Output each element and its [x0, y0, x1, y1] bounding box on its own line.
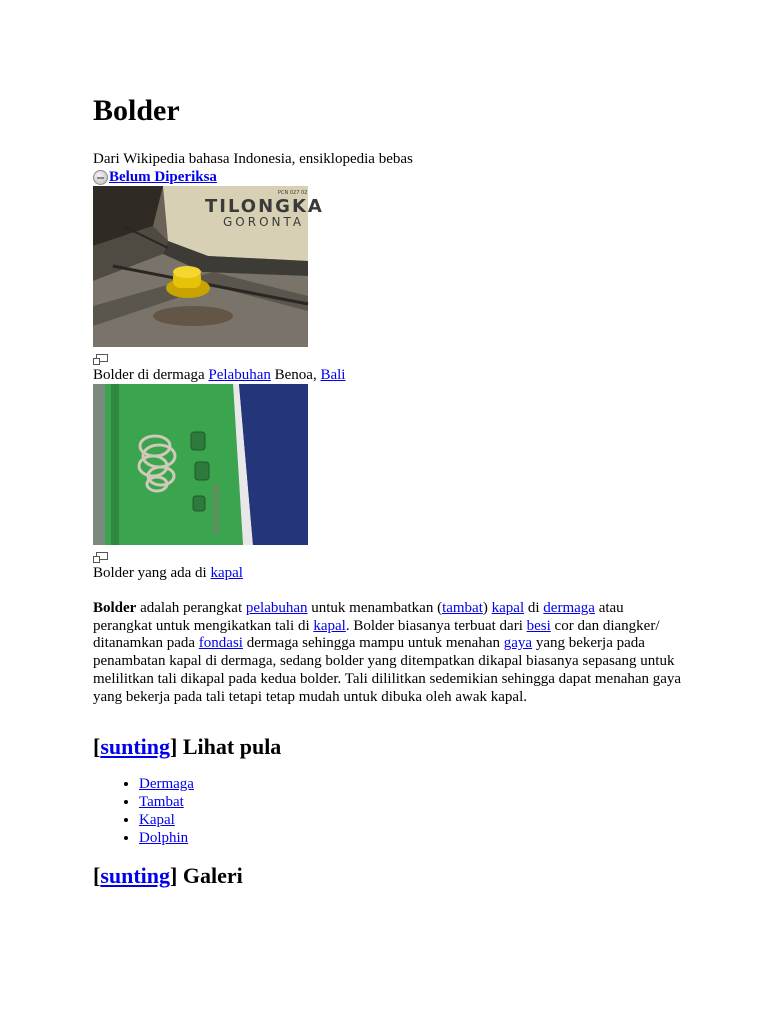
link-besi[interactable]: besi: [526, 617, 551, 634]
link-fondasi[interactable]: fondasi: [198, 635, 243, 652]
review-status-link[interactable]: Belum Diperiksa: [109, 169, 217, 185]
link-kapal[interactable]: kapal: [491, 600, 525, 616]
section-heading-galeri: [sunting] Galeri: [93, 863, 243, 889]
figure-caption: [93, 564, 683, 582]
figure-caption: [93, 366, 683, 384]
list-item: [139, 829, 683, 847]
caption-text: Bolder di dermaga: [93, 367, 209, 383]
page-title: Bolder: [93, 94, 180, 127]
caption-text: Benoa,: [270, 367, 321, 383]
see-also-link[interactable]: Kapal: [139, 812, 175, 829]
caption-link-pelabuhan[interactable]: Pelabuhan: [208, 367, 271, 383]
enlarge-icon[interactable]: [93, 354, 108, 365]
paragraph-text: dermaga sehingga mampu untuk menahan: [242, 635, 504, 652]
section-heading-text: Lihat pula: [177, 734, 282, 760]
article: [93, 94, 683, 889]
list-item: [139, 793, 683, 811]
list-item: [139, 775, 683, 793]
paragraph-text: ): [482, 600, 492, 616]
caption-text: Bolder yang ada di: [93, 565, 211, 581]
edit-section-link[interactable]: sunting: [100, 863, 171, 889]
link-kapal[interactable]: kapal: [313, 617, 346, 634]
site-subtitle: Dari Wikipedia bahasa Indonesia, ensiklopedia bebas: [93, 151, 413, 167]
paragraph-text: cor dan diangker/ ditanamkan pada: [93, 617, 660, 652]
review-status: [93, 168, 683, 186]
caption-link-kapal[interactable]: kapal: [210, 565, 243, 581]
link-tambat[interactable]: tambat: [442, 600, 483, 616]
figure-photo-ship-deck[interactable]: [93, 384, 308, 545]
link-gaya[interactable]: gaya: [503, 635, 533, 652]
section-heading-lihat-pula: [sunting] Lihat pula: [93, 734, 282, 760]
svg-text:GORONTA: GORONTA: [223, 215, 305, 229]
unreviewed-icon: [93, 170, 108, 185]
see-also-link[interactable]: Dolphin: [139, 830, 189, 847]
figure-photo-dock-bollard[interactable]: [93, 186, 324, 347]
paragraph-text: adalah perangkat: [136, 600, 246, 616]
article-paragraph: [93, 600, 683, 706]
link-dermaga[interactable]: dermaga: [543, 600, 595, 616]
caption-link-bali[interactable]: Bali: [320, 367, 346, 383]
bold-term: Bolder: [93, 600, 137, 616]
paragraph-text: . Bolder biasanya terbuat dari: [345, 617, 527, 634]
svg-text:PCN 027 02: PCN 027 02: [278, 190, 308, 196]
see-also-list: [93, 775, 683, 847]
paragraph-text: atau perangkat untuk mengikatkan tali di: [93, 600, 624, 634]
enlarge-icon[interactable]: [93, 552, 108, 563]
section-heading-text: Galeri: [177, 863, 243, 889]
see-also-link[interactable]: Tambat: [139, 794, 184, 811]
see-also-link[interactable]: Dermaga: [139, 776, 194, 793]
svg-text:TILONGKA: TILONGKA: [205, 196, 324, 217]
list-item: [139, 811, 683, 829]
paragraph-text: di: [524, 600, 544, 616]
paragraph-text: untuk menambatkan (: [307, 600, 443, 616]
edit-section-link[interactable]: sunting: [100, 734, 171, 760]
link-pelabuhan[interactable]: pelabuhan: [245, 600, 308, 616]
paragraph-text: yang bekerja pada penambatan kapal di dermaga, sedang bolder yang ditempatkan dikapal biasanya sepasang untuk melilitkan tali dikapal pada kedua bolder. Tali dililitkan sedemikian sehingga dapat menahan gaya yang bekerja pada tali tetapi tetap mudah untuk dibuka oleh awak kapal.: [93, 635, 682, 705]
